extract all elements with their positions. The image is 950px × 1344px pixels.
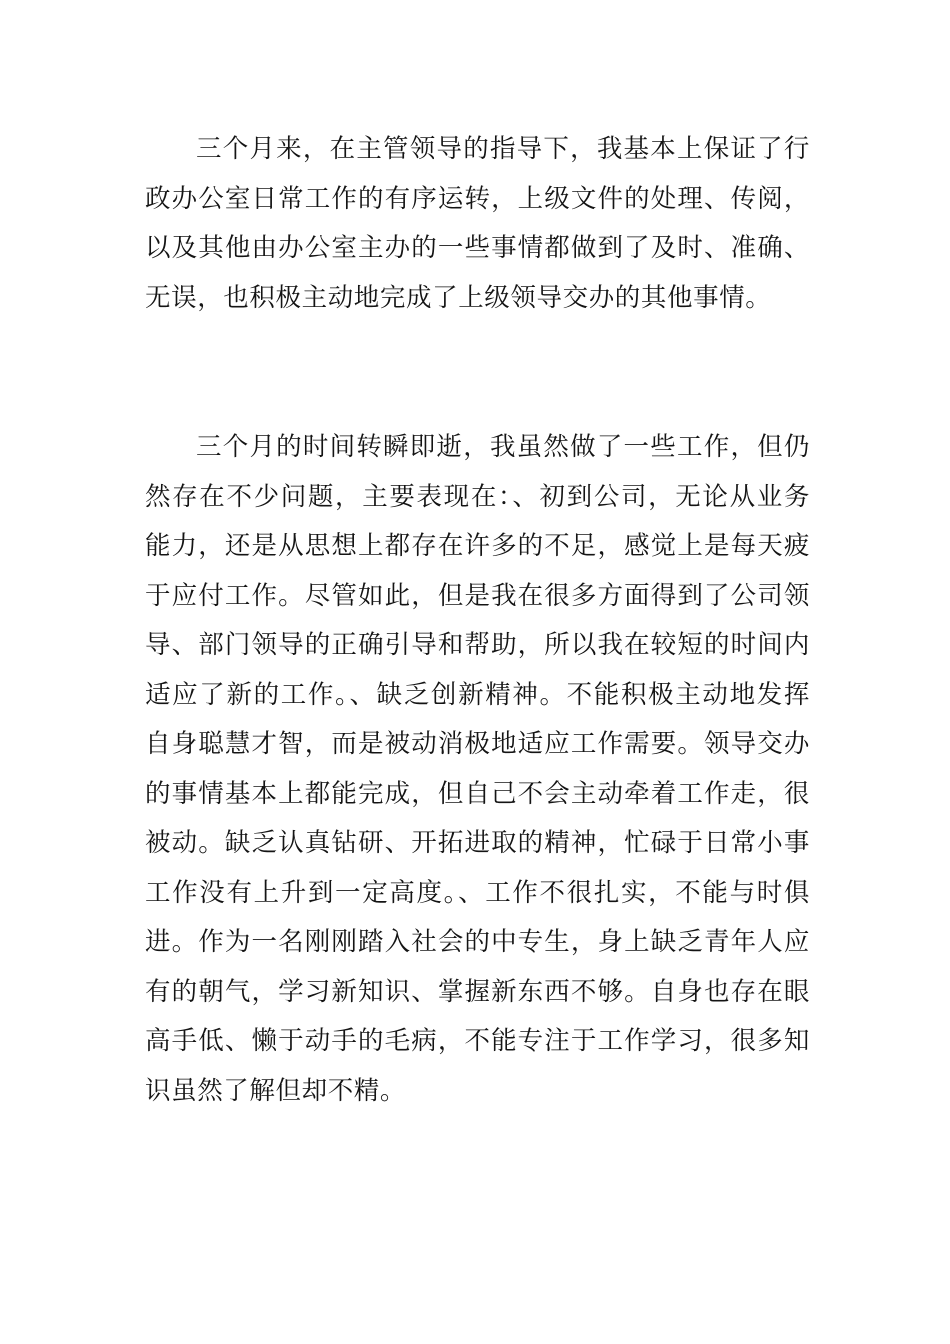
paragraph-problems: 三个月的时间转瞬即逝，我虽然做了一些工作，但仍然存在不少问题，主要表现在：、初到公司，无论从业务能力，还是从思想上都存在许多的不足，感觉上是每天疲于应付工作。尽管如此，但是我在很多方面得到了公司领导、部门领导的正确引导和帮助，所以我在较短的时间内适应了新的工作。、缺乏创新精神。不能积极主动地发挥自身聪慧才智，而是被动消极地适应工作需要。领导交办的事情基本上都能完成，但自己不会主动牵着工作走，很被动。缺乏认真钻研、开拓进取的精神，忙碌于日常小事工作没有上升到一定高度。、工作不很扎实，不能与时俱进。作为一名刚刚踏入社会的中专生，身上缺乏青年人应有的朝气，学习新知识、掌握新东西不够。自身也存在眼高手低、懒于动手的毛病，不能专注于工作学习，很多知识虽然了解但却不精。 bbox=[145, 432, 810, 1106]
paragraph-summary: 三个月来，在主管领导的指导下，我基本上保证了行政办公室日常工作的有序运转，上级文件的处理、传阅，以及其他由办公室主办的一些事情都做到了及时、准确、无误，也积极主动地完成了上级领导交办的其他事情。 bbox=[145, 134, 810, 313]
